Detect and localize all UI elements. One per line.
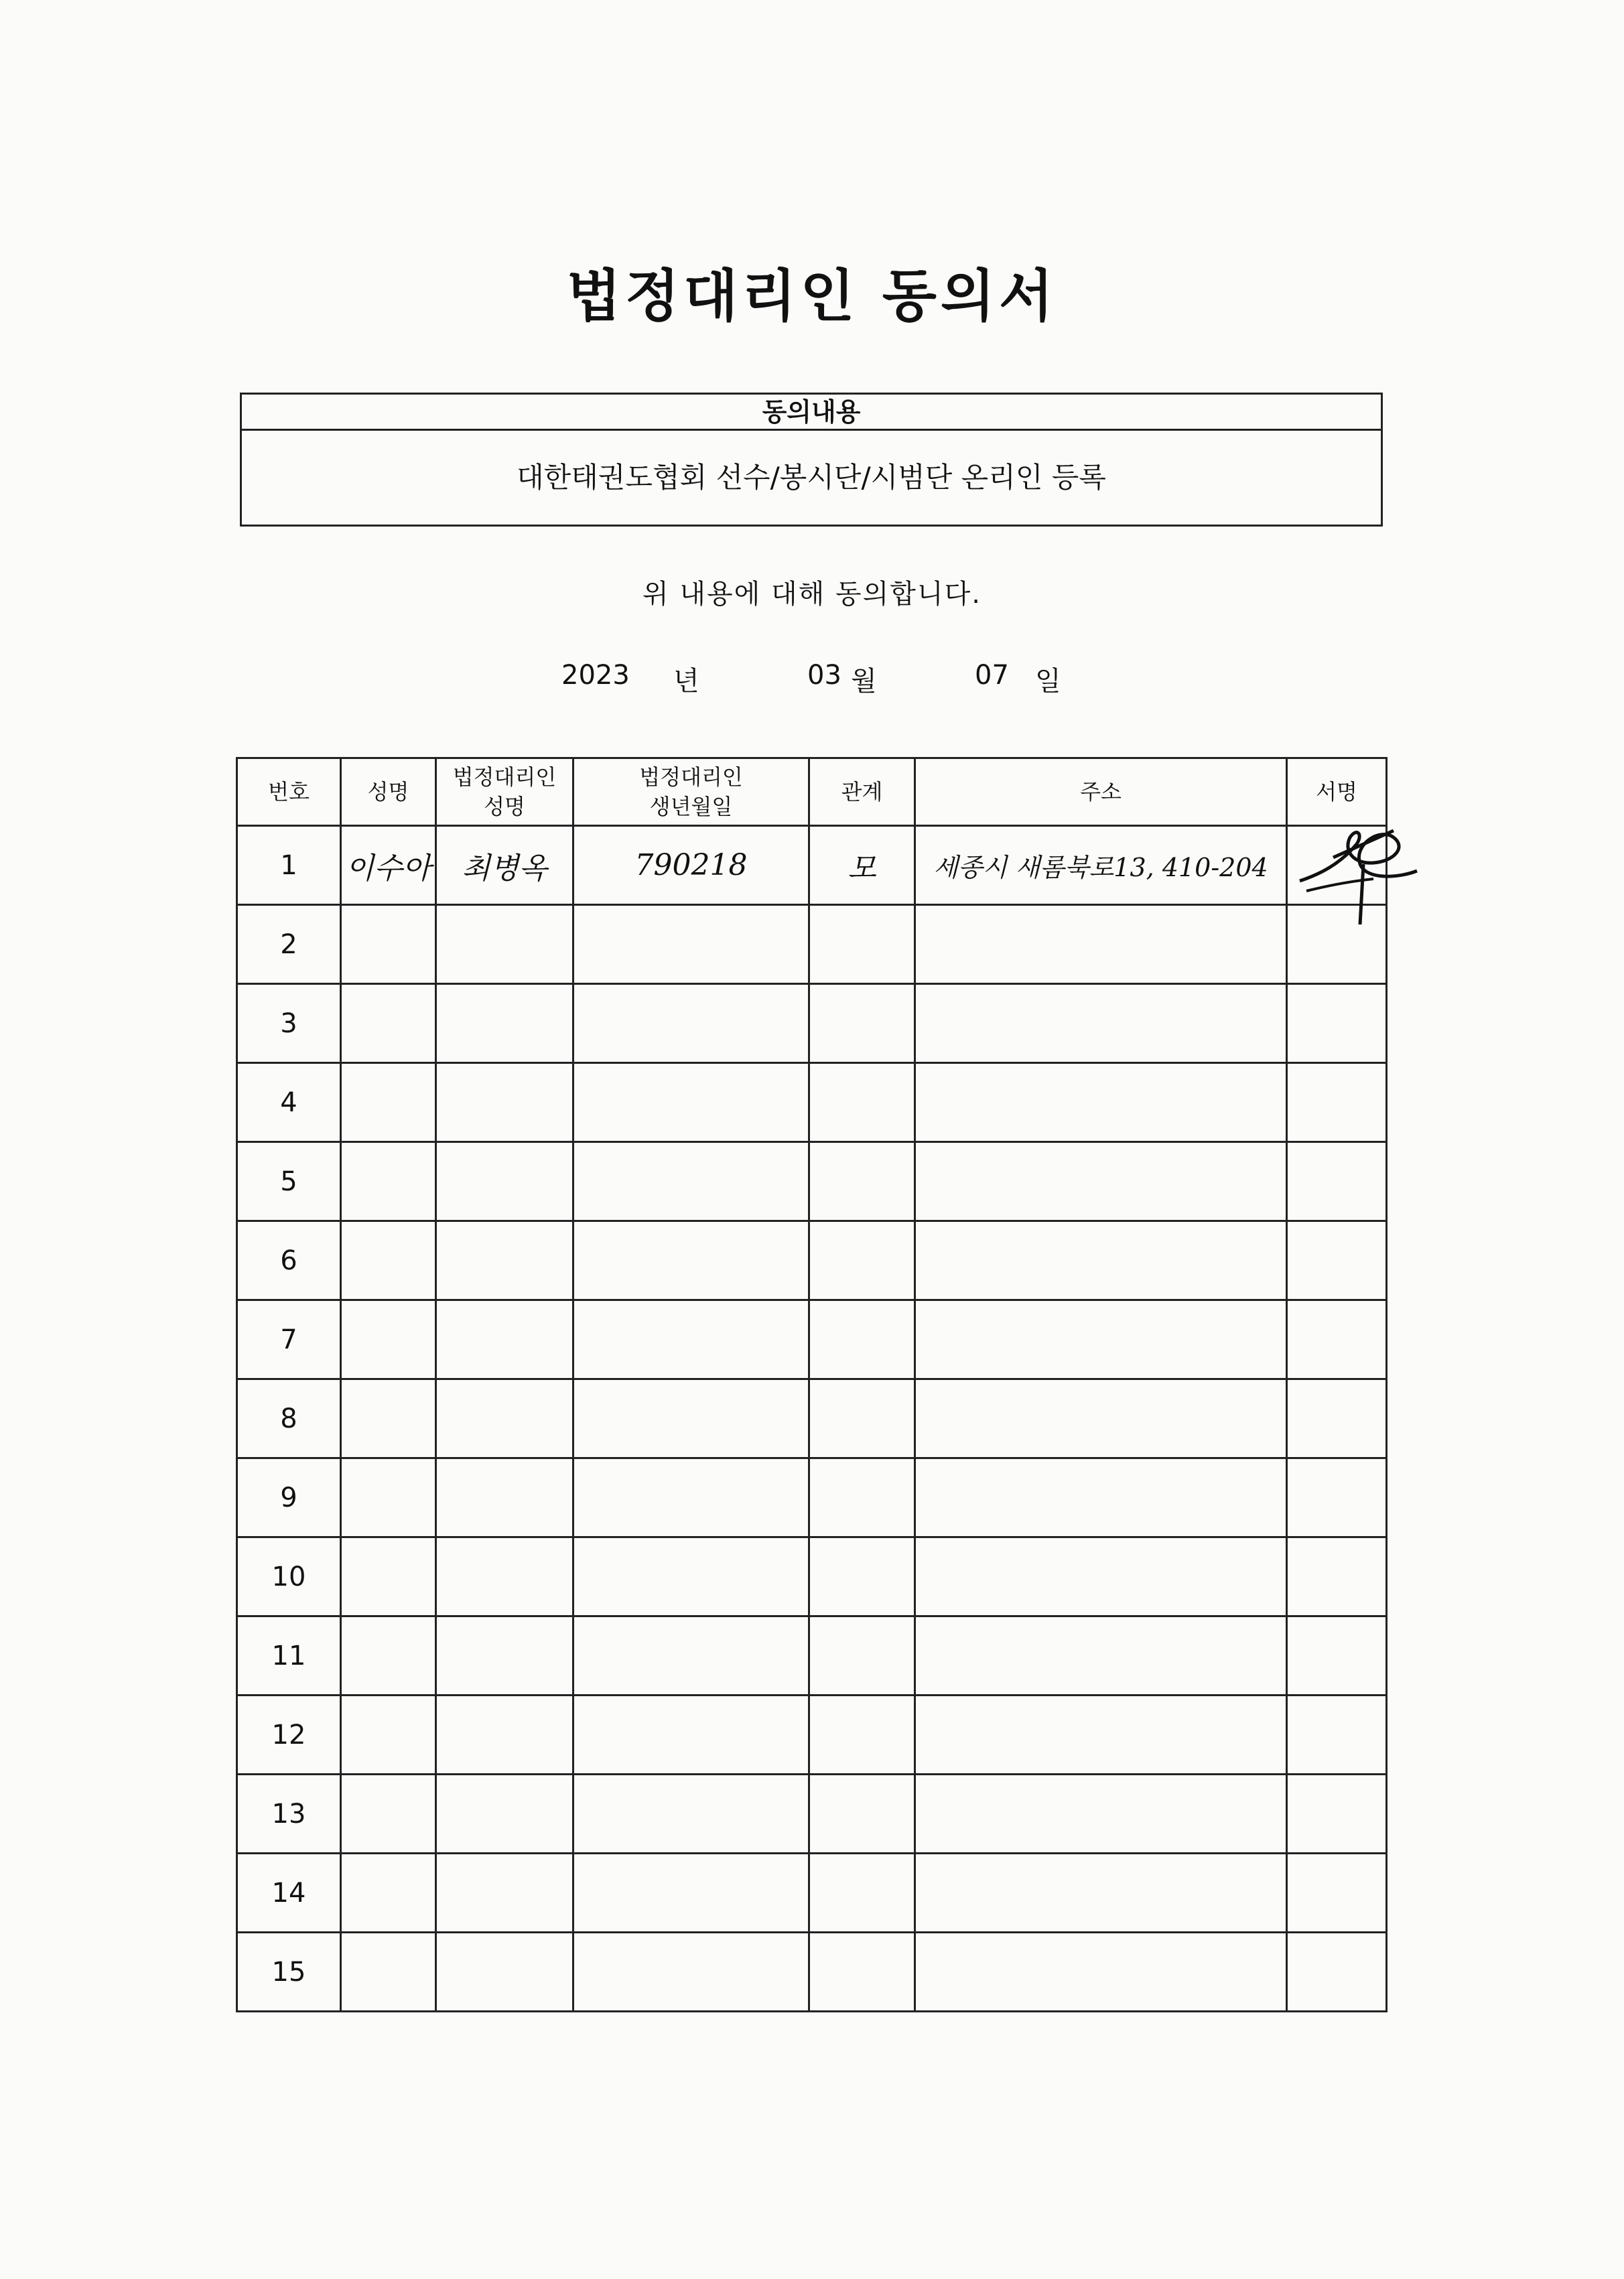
cell-guardian-name — [436, 1616, 573, 1696]
cell-name — [341, 1458, 436, 1537]
cell-name — [341, 905, 436, 984]
cell-address — [915, 1379, 1287, 1458]
cell-signature — [1287, 1142, 1387, 1221]
cell-address — [915, 1221, 1287, 1300]
cell-address — [915, 1854, 1287, 1933]
cell-guardian-name — [436, 1063, 573, 1142]
cell-address — [915, 1696, 1287, 1775]
cell-relation — [809, 1537, 915, 1616]
cell-name — [341, 1142, 436, 1221]
cell-name — [341, 1537, 436, 1616]
cell-guardian-birth — [573, 1696, 809, 1775]
cell-name — [341, 1933, 436, 2012]
header-guardian-name — [436, 758, 573, 826]
cell-guardian-birth — [573, 905, 809, 984]
header-relation: 관계 — [809, 758, 915, 826]
cell-number: 8 — [237, 1379, 341, 1458]
table-row — [237, 1854, 1387, 1933]
cell-name — [341, 1063, 436, 1142]
cell-address — [915, 1933, 1287, 2012]
cell-guardian-name — [436, 826, 573, 905]
table-row — [237, 826, 1387, 905]
consent-content: 대한태권도협회 선수/봉시단/시범단 온리인 등록 — [517, 461, 1106, 494]
cell-number: 6 — [237, 1221, 341, 1300]
cell-relation — [809, 1379, 915, 1458]
cell-signature — [1287, 905, 1387, 984]
cell-guardian-name — [436, 1142, 573, 1221]
cell-number: 9 — [237, 1458, 341, 1537]
cell-guardian-birth — [573, 1300, 809, 1379]
cell-name — [341, 1300, 436, 1379]
cell-relation — [809, 1933, 915, 2012]
header-guardian-name-text: 법정대리인 성명 — [452, 764, 557, 819]
cell-name — [341, 1775, 436, 1854]
table-row — [237, 1537, 1387, 1616]
cell-signature — [1287, 1458, 1387, 1537]
cell-guardian-birth — [573, 826, 809, 905]
cell-name — [341, 1221, 436, 1300]
cell-signature — [1287, 1933, 1387, 2012]
cell-guardian-birth — [573, 1775, 809, 1854]
table-row — [237, 905, 1387, 984]
cell-guardian-birth — [573, 984, 809, 1063]
cell-number: 1 — [237, 826, 341, 905]
cell-address — [915, 826, 1287, 905]
cell-relation — [809, 905, 915, 984]
cell-signature — [1287, 1537, 1387, 1616]
cell-address — [915, 1458, 1287, 1537]
cell-number: 7 — [237, 1300, 341, 1379]
date-month-unit: 월 — [851, 666, 877, 697]
cell-relation — [809, 1300, 915, 1379]
cell-signature — [1287, 1696, 1387, 1775]
header-number: 번호 — [237, 758, 341, 826]
cell-number: 11 — [237, 1616, 341, 1696]
cell-guardian-name — [436, 1221, 573, 1300]
cell-guardian-name-handwritten: 최병옥 — [462, 851, 547, 886]
cell-relation — [809, 1142, 915, 1221]
cell-number: 14 — [237, 1854, 341, 1933]
date-month: 03 — [807, 660, 841, 691]
table-row — [237, 1379, 1387, 1458]
table-header-row — [237, 758, 1387, 826]
cell-signature — [1287, 1221, 1387, 1300]
table-row — [237, 1063, 1387, 1142]
cell-address — [915, 1775, 1287, 1854]
cell-relation — [809, 984, 915, 1063]
cell-name — [341, 1616, 436, 1696]
table-row — [237, 984, 1387, 1063]
cell-guardian-birth — [573, 1063, 809, 1142]
cell-signature — [1287, 1775, 1387, 1854]
table-row — [237, 1616, 1387, 1696]
table-row — [237, 1933, 1387, 2012]
cell-relation — [809, 1775, 915, 1854]
table-row — [237, 1696, 1387, 1775]
cell-address — [915, 1142, 1287, 1221]
cell-address — [915, 905, 1287, 984]
cell-relation — [809, 1063, 915, 1142]
cell-address-handwritten: 세종시 새롬북로13, 410-204 — [933, 853, 1268, 882]
cell-relation — [809, 826, 915, 905]
cell-guardian-name — [436, 905, 573, 984]
cell-guardian-name — [436, 1458, 573, 1537]
table-row — [237, 1775, 1387, 1854]
cell-address — [915, 1537, 1287, 1616]
cell-number: 13 — [237, 1775, 341, 1854]
cell-guardian-birth — [573, 1458, 809, 1537]
cell-relation — [809, 1854, 915, 1933]
date-year-unit: 년 — [673, 666, 699, 697]
date-day: 07 — [975, 660, 1009, 691]
page-title: 법정대리인 동의서 — [566, 263, 1058, 329]
cell-address — [915, 1616, 1287, 1696]
cell-number: 4 — [237, 1063, 341, 1142]
table-row — [237, 1221, 1387, 1300]
consent-heading: 동의내용 — [242, 395, 1381, 431]
table-row — [237, 1142, 1387, 1221]
cell-guardian-name — [436, 1696, 573, 1775]
cell-name-handwritten: 이수아 — [345, 851, 431, 886]
cell-signature — [1287, 826, 1387, 905]
cell-name — [341, 984, 436, 1063]
cell-signature — [1287, 1379, 1387, 1458]
cell-address — [915, 1063, 1287, 1142]
header-signature: 서명 — [1287, 758, 1387, 826]
cell-guardian-name — [436, 1379, 573, 1458]
cell-relation-handwritten: 모 — [848, 851, 876, 886]
cell-guardian-name — [436, 1933, 573, 2012]
guardian-registration-table — [236, 757, 1388, 2012]
cell-address — [915, 1300, 1287, 1379]
cell-signature — [1287, 1300, 1387, 1379]
cell-relation — [809, 1221, 915, 1300]
cell-number: 2 — [237, 905, 341, 984]
cell-guardian-name — [436, 1537, 573, 1616]
cell-signature — [1287, 984, 1387, 1063]
cell-number: 5 — [237, 1142, 341, 1221]
cell-number: 15 — [237, 1933, 341, 2012]
cell-signature — [1287, 1616, 1387, 1696]
cell-address — [915, 984, 1287, 1063]
agreement-statement: 위 내용에 대해 동의합니다. — [642, 579, 982, 610]
cell-guardian-name — [436, 984, 573, 1063]
cell-name — [341, 1854, 436, 1933]
cell-relation — [809, 1616, 915, 1696]
cell-name — [341, 826, 436, 905]
cell-signature — [1287, 1063, 1387, 1142]
table-row — [237, 1458, 1387, 1537]
table-row — [237, 1300, 1387, 1379]
cell-number: 3 — [237, 984, 341, 1063]
cell-guardian-name — [436, 1854, 573, 1933]
cell-guardian-birth — [573, 1221, 809, 1300]
cell-number: 10 — [237, 1537, 341, 1616]
cell-guardian-birth — [573, 1854, 809, 1933]
cell-guardian-birth — [573, 1379, 809, 1458]
cell-signature — [1287, 1854, 1387, 1933]
cell-guardian-birth — [573, 1142, 809, 1221]
consent-box — [240, 393, 1383, 527]
cell-guardian-name — [436, 1300, 573, 1379]
header-name: 성명 — [341, 758, 436, 826]
date-day-unit: 일 — [1035, 666, 1061, 697]
cell-guardian-birth-handwritten: 790218 — [634, 848, 748, 882]
cell-relation — [809, 1696, 915, 1775]
header-address: 주소 — [915, 758, 1287, 826]
cell-guardian-birth — [573, 1933, 809, 2012]
cell-guardian-birth — [573, 1616, 809, 1696]
cell-name — [341, 1696, 436, 1775]
cell-number: 12 — [237, 1696, 341, 1775]
date-year: 2023 — [561, 660, 630, 691]
cell-relation — [809, 1458, 915, 1537]
header-guardian-birth — [573, 758, 809, 826]
header-guardian-birth-text: 법정대리인 생년월일 — [639, 764, 743, 819]
cell-name — [341, 1379, 436, 1458]
cell-guardian-birth — [573, 1537, 809, 1616]
cell-guardian-name — [436, 1775, 573, 1854]
